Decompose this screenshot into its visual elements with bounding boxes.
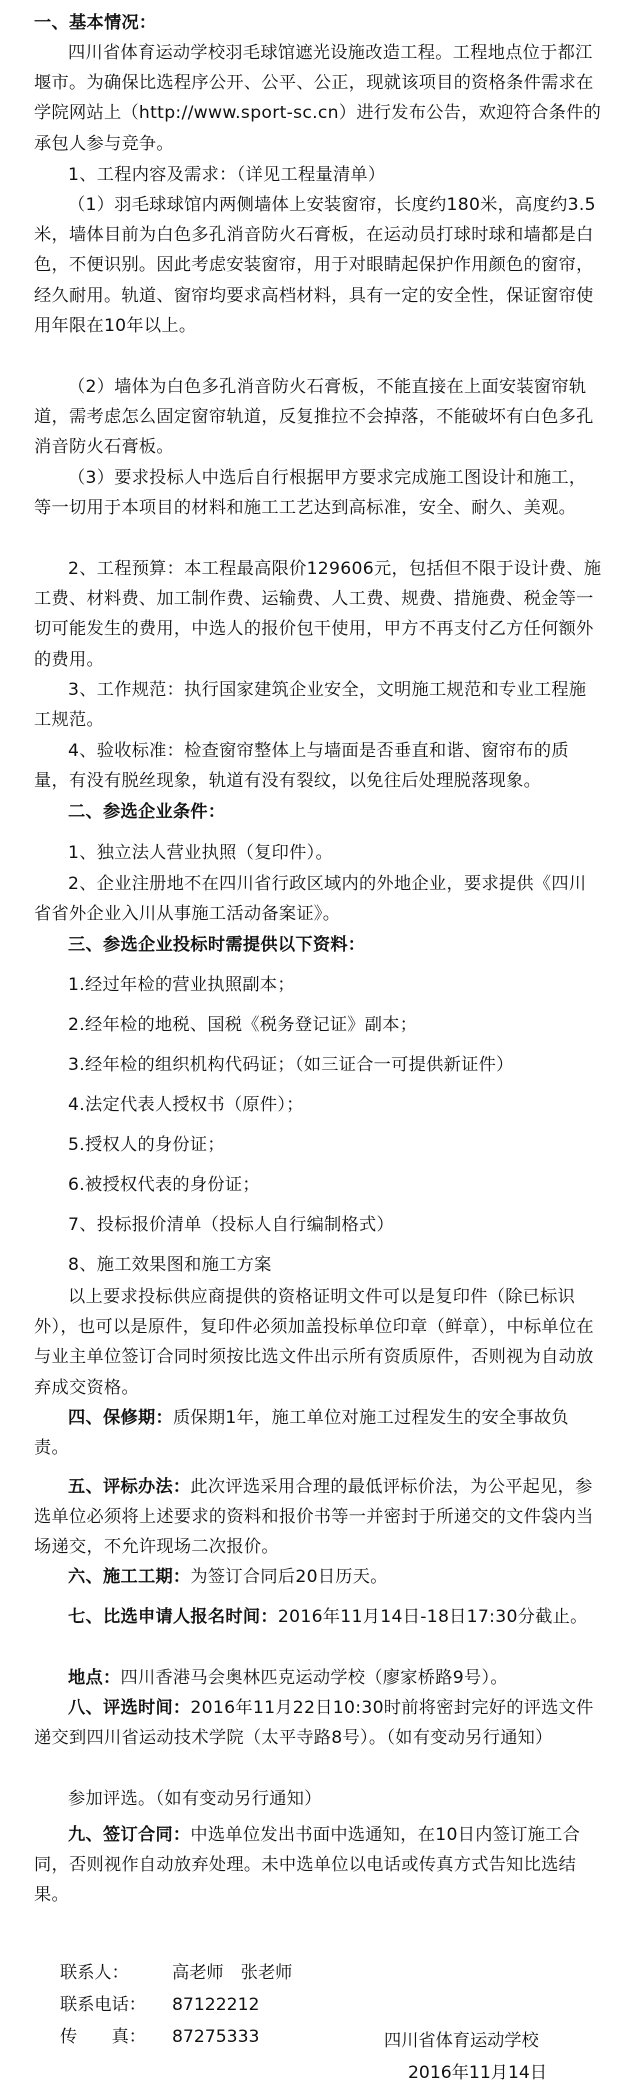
contact-person-row — [60, 1958, 292, 1988]
location-text: 四川香港马会奥林匹克运动学校（廖家桥路9号）。 — [120, 1668, 508, 1688]
contact-fax-value: 87275333 — [172, 2027, 260, 2047]
work-item-1: （1）羽毛球球馆内两侧墙体上安装窗帘，长度约180米，高度约3.5米，墙体目前为白色多孔消音防火石膏板，在运动员打球时球和墙都是白色，不便识别。因此考虑安装窗帘，用于对眼睛起保护作用颜色的窗帘，经久耐用。轨道、窗帘均要求高档材料，具有一定的安全性，保证窗帘使用年限在10年以上。 — [34, 195, 596, 336]
location-label: 地点： — [68, 1668, 121, 1688]
evaluation-text: 此次评选采用合理的最低评标价法，为公平起见，参选单位必须将上述要求的资料和报价书等一并密封于所递交的文件袋内当场递交，不允许现场二次报价。 — [34, 1477, 594, 1558]
evaluation-paragraph — [34, 1472, 602, 1563]
qualification-note: 以上要求投标供应商提供的资格证明文件可以是复印件（除已标识外），也可以是原件，复印件必须加盖投标单位印章（鲜章），中标单位在与业主单位签订合同时须按比选文件出示所有资质原件，否则视为自动放弃成交资格。 — [34, 1287, 594, 1398]
location-paragraph — [34, 1663, 602, 1693]
registration-time-paragraph — [34, 1602, 602, 1632]
evaluation-time-paragraph — [34, 1693, 602, 1753]
evaluation-label: 五、评标办法： — [68, 1477, 191, 1497]
warranty-text: 质保期1年，施工单位对施工过程发生的安全事故负责。 — [34, 1408, 569, 1459]
contact-phone-label: 联系电话： — [60, 1995, 146, 2015]
registration-time-text: 2016年11月14日-18日17:30分截止。 — [277, 1607, 588, 1627]
evaluation-time-label: 八、评选时间： — [68, 1698, 191, 1718]
contract-text: 中选单位发出书面中选通知，在10日内签订施工合同，否则视作自动放弃处理。未中选单位以电话或传真方式告知比选结果。 — [34, 1825, 581, 1906]
signature-organization: 四川省体育运动学校 — [384, 2031, 539, 2051]
signature-date: 2016年11月14日 — [408, 2063, 548, 2083]
document-item: 1.经过年检的营业执照副本； — [68, 975, 295, 995]
document-item: 5.授权人的身份证； — [68, 1135, 225, 1155]
requirement-2: 2、企业注册地不在四川省行政区域内的外地企业，要求提供《四川省省外企业入川从事施工活动备案证》。 — [34, 874, 587, 925]
contact-fax-label: 传 真： — [60, 2027, 146, 2047]
work-standard-paragraph: 3、工作规范：执行国家建筑企业安全，文明施工规范和专业工程施工规范。 — [34, 680, 587, 731]
construction-period-label: 六、施工工期： — [68, 1567, 191, 1587]
evaluation-time-text: 2016年11月22日10:30时前将密封完好的评选文件递交到四川省运动技术学院（太平寺路8号）。（如有变动另行通知） — [34, 1698, 594, 1749]
requirement-1: 1、独立法人营业执照（复印件）。 — [68, 843, 333, 863]
document-item: 8、施工效果图和施工方案 — [68, 1255, 272, 1275]
budget-paragraph: 2、工程预算：本工程最高限价129606元，包括但不限于设计费、施工费、材料费、加工制作费、运输费、人工费、规费、措施费、税金等一切可能发生的费用，中选人的报价包干使用，甲方不再支付乙方任何额外的费用。 — [34, 559, 602, 670]
work-item-2: （2）墙体为白色多孔消音防火石膏板，不能直接在上面安装窗帘轨道，需考虑怎么固定窗帘轨道，反复推拉不会掉落，不能破坏有白色多孔消音防火石膏板。 — [34, 377, 594, 458]
contact-person-value: 高老师 张老师 — [172, 1963, 293, 1983]
document-item: 3.经年检的组织机构代码证；（如三证合一可提供新证件） — [68, 1055, 514, 1075]
document-item: 4.法定代表人授权书（原件）； — [68, 1095, 304, 1115]
work-item-3: （3）要求投标人中选后自行根据甲方要求完成施工图设计和施工，等一切用于本项目的材料和施工工艺达到高标准，安全、耐久、美观。 — [34, 468, 587, 519]
warranty-label: 四、保修期： — [68, 1408, 173, 1428]
work-content-heading: 1、工程内容及需求：（详见工程量清单） — [68, 165, 386, 185]
contact-fax-row — [60, 2022, 259, 2052]
warranty-paragraph — [34, 1403, 602, 1463]
contract-label: 九、签订合同： — [68, 1825, 191, 1845]
document-item: 6.被授权代表的身份证； — [68, 1175, 260, 1195]
construction-period-paragraph — [34, 1562, 602, 1592]
contact-phone-value: 87122212 — [172, 1995, 260, 2015]
document-item: 2.经年检的地税、国税《税务登记证》副本； — [68, 1015, 418, 1035]
section-1-title: 一、基本情况： — [34, 13, 157, 33]
document-item: 7、投标报价清单（投标人自行编制格式） — [68, 1215, 395, 1235]
registration-time-label: 七、比选申请人报名时间： — [68, 1607, 278, 1627]
contract-paragraph — [34, 1820, 602, 1911]
acceptance-standard-paragraph: 4、验收标准：检查窗帘整体上与墙面是否垂直和谐、窗帘布的质量，有没有脱丝现象，轨道有没有裂纹，以免往后处理脱落现象。 — [34, 741, 569, 792]
section-1-intro: 四川省体育运动学校羽毛球馆遮光设施改造工程。工程地点位于都江堰市。为确保比选程序公开、公平、公正，现就该项目的资格条件需求在学院网站上（http://www.sport-sc.cn）进行发布公告，欢迎符合条件的承包人参与竞争。 — [34, 43, 602, 154]
contact-phone-row — [60, 1990, 259, 2020]
section-3-title: 三、参选企业投标时需提供以下资料： — [68, 935, 366, 955]
section-2-title: 二、参选企业条件： — [68, 802, 226, 822]
contact-person-label: 联系人： — [60, 1963, 129, 1983]
construction-period-text: 为签订合同后20日历天。 — [190, 1567, 388, 1587]
participation-note: 参加评选。（如有变动另行通知） — [68, 1789, 322, 1809]
